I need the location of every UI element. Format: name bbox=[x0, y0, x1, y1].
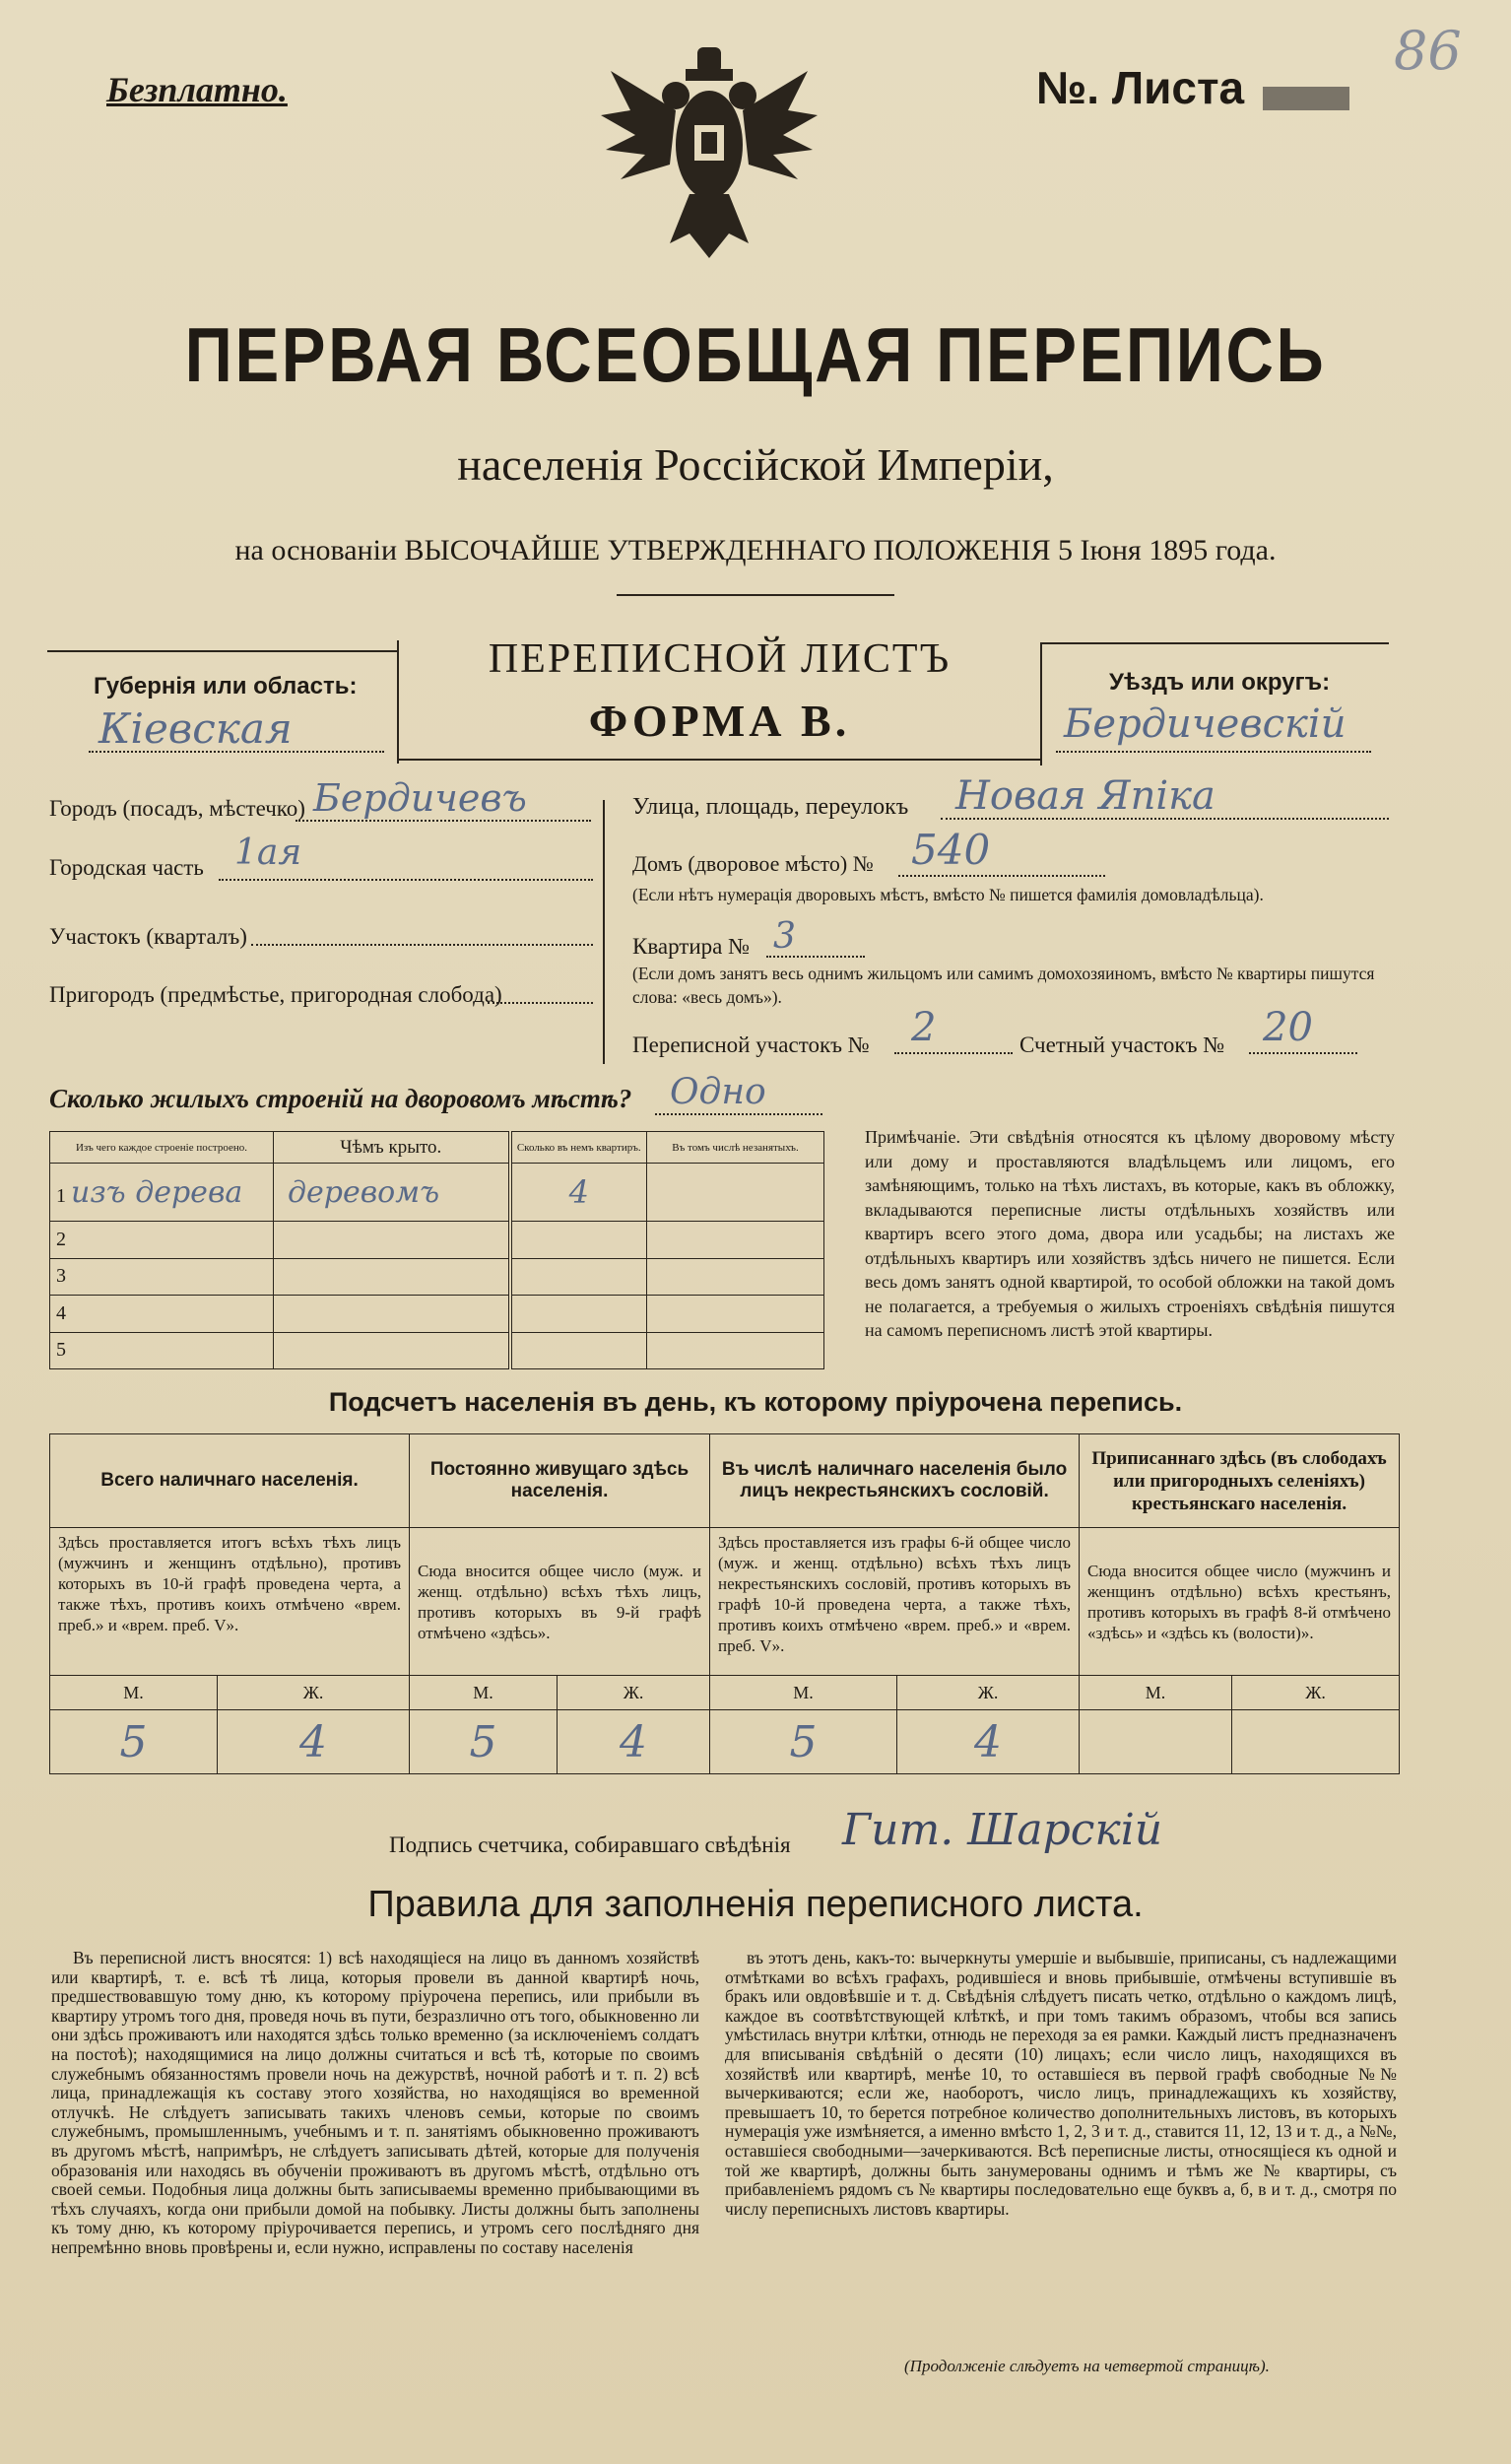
buildings-row: 1 изъ дерева деревомъ 4 bbox=[50, 1164, 824, 1222]
city-part-label: Городская часть bbox=[49, 855, 204, 880]
census-district-value: 2 bbox=[911, 1005, 937, 1050]
m-header: М. bbox=[50, 1676, 218, 1710]
gubernia-label: Губернія или область: bbox=[94, 673, 358, 699]
present-male-count: 5 bbox=[50, 1710, 218, 1774]
sheet-number-label: №. Листа bbox=[1036, 62, 1245, 113]
peasant-male-count bbox=[1080, 1710, 1232, 1774]
prigorod-fill-line bbox=[488, 1002, 593, 1004]
form-header-rule-left bbox=[47, 650, 397, 652]
buildings-row-material: изъ дерева bbox=[71, 1174, 243, 1210]
buildings-row: 4 bbox=[50, 1296, 824, 1332]
double-eagle-emblem bbox=[591, 41, 827, 268]
prigorod-label: Пригородъ (предмѣстье, пригородная слобода) bbox=[49, 982, 502, 1007]
apartment-note: (Если домъ занятъ весь однимъ жильцомъ или самимъ домохозяиномъ, вмѣсто № квартиры пишутся слова: «весь домъ»). bbox=[632, 964, 1375, 1007]
house-value: 540 bbox=[911, 826, 991, 874]
corner-handwritten-number: 86 bbox=[1394, 20, 1462, 82]
rules-title: Правила для заполненія переписного листа. bbox=[367, 1884, 1144, 1925]
form-type: ФОРМА В. bbox=[588, 696, 851, 746]
apartment-value: 3 bbox=[773, 916, 796, 957]
street-fill-line bbox=[941, 818, 1389, 820]
count-district-value: 20 bbox=[1263, 1005, 1313, 1050]
uezd-label: Уѣздъ или округъ: bbox=[1109, 669, 1331, 696]
free-label: Безплатно. bbox=[106, 70, 288, 109]
decree-line: на основаніи ВЫСОЧАЙШЕ УТВЕРЖДЕННАГО ПОЛОЖЕНІЯ 5 Іюня 1895 года. bbox=[234, 534, 1277, 566]
f-header: Ж. bbox=[1232, 1676, 1400, 1710]
city-part-fill-line bbox=[219, 879, 593, 881]
population-title: Подсчетъ населенія въ день, къ которому пріурочена перепись. bbox=[328, 1387, 1183, 1417]
buildings-row-roof: деревомъ bbox=[274, 1164, 510, 1222]
uchastok-fill-line bbox=[251, 944, 593, 946]
form-header-rule-right bbox=[1042, 642, 1389, 644]
uezd-fill-line bbox=[1056, 751, 1371, 753]
city-fill-line bbox=[296, 820, 591, 822]
permanent-male-count: 5 bbox=[410, 1710, 558, 1774]
buildings-row: 3 bbox=[50, 1258, 824, 1295]
population-col-permanent: Постоянно живущаго здѣсь населенія. bbox=[410, 1434, 710, 1528]
peasant-female-count bbox=[1232, 1710, 1400, 1774]
uezd-value: Бердичевскій bbox=[1064, 701, 1347, 747]
house-label: Домъ (дворовое мѣсто) № bbox=[632, 851, 874, 876]
rules-right-column: въ этотъ день, какъ-то: вычеркнуты умершіе и выбывшіе, приписаны, съ надлежащими отмѣтками во всѣхъ графахъ, родившіеся и вновь прибывшіе, отмѣчены вступившіе въ бракъ или овдовѣвшіе и т. д. Свѣдѣнія слѣдуетъ писать четко, отдѣльно о каждомъ лицѣ, каждое въ соотвѣтствующей клѣткѣ, и при томъ такимъ образомъ, чтобы вся запись умѣстилась внутри клѣтки, отнюдь не переходя за ея рамки. Каждый листъ предназначенъ для вписыванія свѣдѣній о десяти (10) лицахъ; если число лицъ, находящихся въ хозяйствѣ или квартирѣ, менѣе 10, то оставшіеся въ первой графѣ свободные №№ вычеркиваются; если же, наоборотъ, число лицъ, принадлежащихъ къ хозяйству, превышаетъ 10, то берется потребное количество дополнительныхъ листовъ, въ которыхъ нумерація уже измѣняется, а именно вмѣсто 1, 2, 3 и т. д., ставится 11, 12, 13 и т. д., а №№, оставшіеся свободными—зачеркиваются. Всѣ переписные листы, относящіеся къ одной и той же квартирѣ, должны быть занумерованы однимъ и тѣмъ же № квартиры, съ прибавленіемъ рядомъ съ № квартиры последовательно еще буквъ а, б, в и т. д., смотря по числу переписныхъ листовъ квартиры. bbox=[725, 1948, 1397, 2219]
f-header: Ж. bbox=[897, 1676, 1080, 1710]
city-value: Бердичевъ bbox=[313, 776, 527, 820]
f-header: Ж. bbox=[218, 1676, 410, 1710]
buildings-row-vacant bbox=[647, 1164, 824, 1222]
rules-left-column: Въ переписной листъ вносятся: 1) всѣ находящіеся на лицо въ данномъ хозяйствѣ или квартирѣ, т. е. всѣ тѣ лица, которыя провели въ данной квартирѣ ночь, предшествовавшую тому дню, къ которому пріурочена перепись, или прибыли въ квартиру утромъ того дня, проведя ночь въ пути, безразлично отъ того, обыкновенно ли они здѣсь проживаютъ или находятся здѣсь только временно (за исключеніемъ солдатъ на постоѣ); находящимися на лицо должны считаться и всѣ тѣ, которые по своимъ служебнымъ обязанностямъ провели ночь на дежурствѣ, ночной работѣ и т. п. 2) всѣ лица, принадлежащія къ составу этого хозяйства, но находящіяся во временной отлучкѣ. Не слѣдуетъ записывать такихъ членовъ семьи, которые по своимъ служебнымъ, промышленнымъ, учебнымъ и т. п. занятіямъ обыкновенно проживаютъ въ другомъ мѣстѣ, напримѣръ, не слѣдуетъ записывать дѣтей, которые для полученія образованія или находясь въ обученіи проживаютъ въ другомъ мѣстѣ, отдѣльно отъ своей семьи. Подобныя лица должны быть записываемы временно прибывающими въ тѣхъ случаяхъ, когда они прибыли домой на побывку. Листы должны быть заполнены къ тому дню, къ которому пріурочивается перепись, и утромъ сего послѣдняго дня непремѣнно вновь провѣрены и, если нужно, исправлены по составу населенія bbox=[51, 1948, 699, 2257]
title-divider bbox=[617, 594, 894, 596]
street-label: Улица, площадь, переулокъ bbox=[632, 794, 909, 820]
subtitle: населенія Россійской Имперіи, bbox=[457, 439, 1054, 490]
m-header: М. bbox=[410, 1676, 558, 1710]
buildings-col-material: Изъ чего каждое строеніе построено. bbox=[50, 1132, 274, 1164]
population-col-peasant: Приписаннаго здѣсь (въ слободахъ или пригородныхъ селеніяхъ) крестьянскаго населенія. bbox=[1080, 1434, 1400, 1528]
population-desc-non-peasant: Здѣсь проставляется изъ графы 6-й общее число (муж. и женщ. отдѣльно) всѣхъ тѣхъ лицъ некрестьянскихъ сословій, противъ которыхъ въ графѣ 10-й проведена черта, а также тѣхъ, противъ коихъ отмѣчено «врем. преб.» и «врем. преб. V». bbox=[710, 1528, 1080, 1676]
population-table bbox=[49, 1433, 1399, 1773]
population-desc-peasant: Сюда вносится общее число (мужчинъ и женщинъ отдѣльно) всѣхъ крестьянъ, противъ которыхъ въ графѣ 8-й отмѣчено «здѣсь» и «здѣсь къ (волости)». bbox=[1080, 1528, 1400, 1676]
count-district-fill-line bbox=[1249, 1052, 1357, 1054]
apartment-label: Квартира № bbox=[632, 934, 751, 959]
street-value: Новая Япіка bbox=[955, 773, 1215, 819]
population-desc-permanent: Сюда вносится общее число (муж. и женщ. отдѣльно) всѣхъ тѣхъ лицъ, противъ которыхъ въ 9-й графѣ отмѣчено «здѣсь». bbox=[410, 1528, 710, 1676]
gubernia-value: Кіевская bbox=[99, 704, 293, 753]
population-desc-present: Здѣсь проставляется итогъ всѣхъ тѣхъ лицъ (мужчинъ и женщинъ отдѣльно), противъ которыхъ въ 10-й графѣ проведена черта, а также тѣхъ, противъ коихъ отмѣчено «врем. преб.» и «врем. преб. V». bbox=[50, 1528, 410, 1676]
main-title: ПЕРВАЯ ВСЕОБЩАЯ ПЕРЕПИСЬ bbox=[184, 311, 1327, 398]
census-district-label: Переписной участокъ № bbox=[632, 1032, 870, 1057]
population-col-non-peasant: Въ числѣ наличнаго населенія было лицъ некрестьянскихъ сословій. bbox=[710, 1434, 1080, 1528]
buildings-question: Сколько жилыхъ строеній на дворовомъ мѣстѣ? bbox=[49, 1084, 632, 1113]
buildings-answer: Одно bbox=[670, 1072, 766, 1112]
non-peasant-female-count: 4 bbox=[897, 1710, 1080, 1774]
f-header: Ж. bbox=[558, 1676, 710, 1710]
gubernia-fill-line bbox=[89, 751, 384, 753]
uchastok-label: Участокъ (кварталъ) bbox=[49, 924, 247, 949]
house-fill-line bbox=[898, 875, 1105, 877]
buildings-table bbox=[49, 1131, 823, 1369]
enumerator-signature: Гит. Шарскій bbox=[842, 1805, 1163, 1855]
m-header: М. bbox=[1080, 1676, 1232, 1710]
permanent-female-count: 4 bbox=[558, 1710, 710, 1774]
city-label: Городъ (посадъ, мѣстечко) bbox=[49, 796, 305, 821]
buildings-col-vacant: Въ томъ числѣ незанятыхъ. bbox=[647, 1132, 824, 1164]
city-part-value: 1ая bbox=[234, 832, 302, 873]
present-female-count: 4 bbox=[218, 1710, 410, 1774]
enumerator-signature-label: Подпись счетчика, собиравшаго свѣдѣнія bbox=[389, 1832, 791, 1857]
address-divider bbox=[603, 800, 605, 1064]
buildings-row-apartments: 4 bbox=[510, 1164, 647, 1222]
apartment-fill-line bbox=[766, 956, 865, 958]
rules-continued-note: (Продолженіе слѣдуетъ на четвертой страницѣ). bbox=[904, 2357, 1270, 2375]
buildings-row: 2 bbox=[50, 1222, 824, 1258]
non-peasant-male-count: 5 bbox=[710, 1710, 897, 1774]
buildings-fill-line bbox=[655, 1113, 822, 1115]
buildings-col-roof: Чѣмъ крыто. bbox=[274, 1132, 510, 1164]
buildings-row: 5 bbox=[50, 1332, 824, 1369]
census-district-fill-line bbox=[894, 1052, 1013, 1054]
buildings-note: Примѣчаніе. Эти свѣдѣнія относятся къ цѣлому дворовому мѣсту или дому и проставляются владѣльцемъ или лицомъ, его замѣняющимъ, только на тѣхъ листахъ, въ которые, какъ въ обложку, вкладываются переписные листы отдѣльныхъ хозяйствъ или квартиръ всего этого дома, двора или усадьбы; на листахъ же отдѣльныхъ квартиръ или хозяйствъ здѣсь ничего не пишется. Если весь домъ занятъ одной квартирой, то особой обложки на такой домъ не полагается, а требуемыя о жилыхъ строеніяхъ свѣдѣнія пишутся на самомъ переписномъ листѣ этой квартиры. bbox=[865, 1127, 1395, 1340]
m-header: М. bbox=[710, 1676, 897, 1710]
buildings-col-apartments: Сколько въ немъ квартиръ. bbox=[510, 1132, 647, 1164]
count-district-label: Счетный участокъ № bbox=[1019, 1032, 1225, 1057]
sheet-number-redaction bbox=[1263, 87, 1349, 110]
population-col-present: Всего наличнаго населенія. bbox=[50, 1434, 410, 1528]
house-note: (Если нѣтъ нумерація дворовыхъ мѣстъ, вмѣсто № пишется фамилія домовладѣльца). bbox=[632, 885, 1264, 904]
form-header-rule-bottom bbox=[397, 759, 1042, 761]
form-name: ПЕРЕПИСНОЙ ЛИСТЪ bbox=[488, 636, 952, 682]
